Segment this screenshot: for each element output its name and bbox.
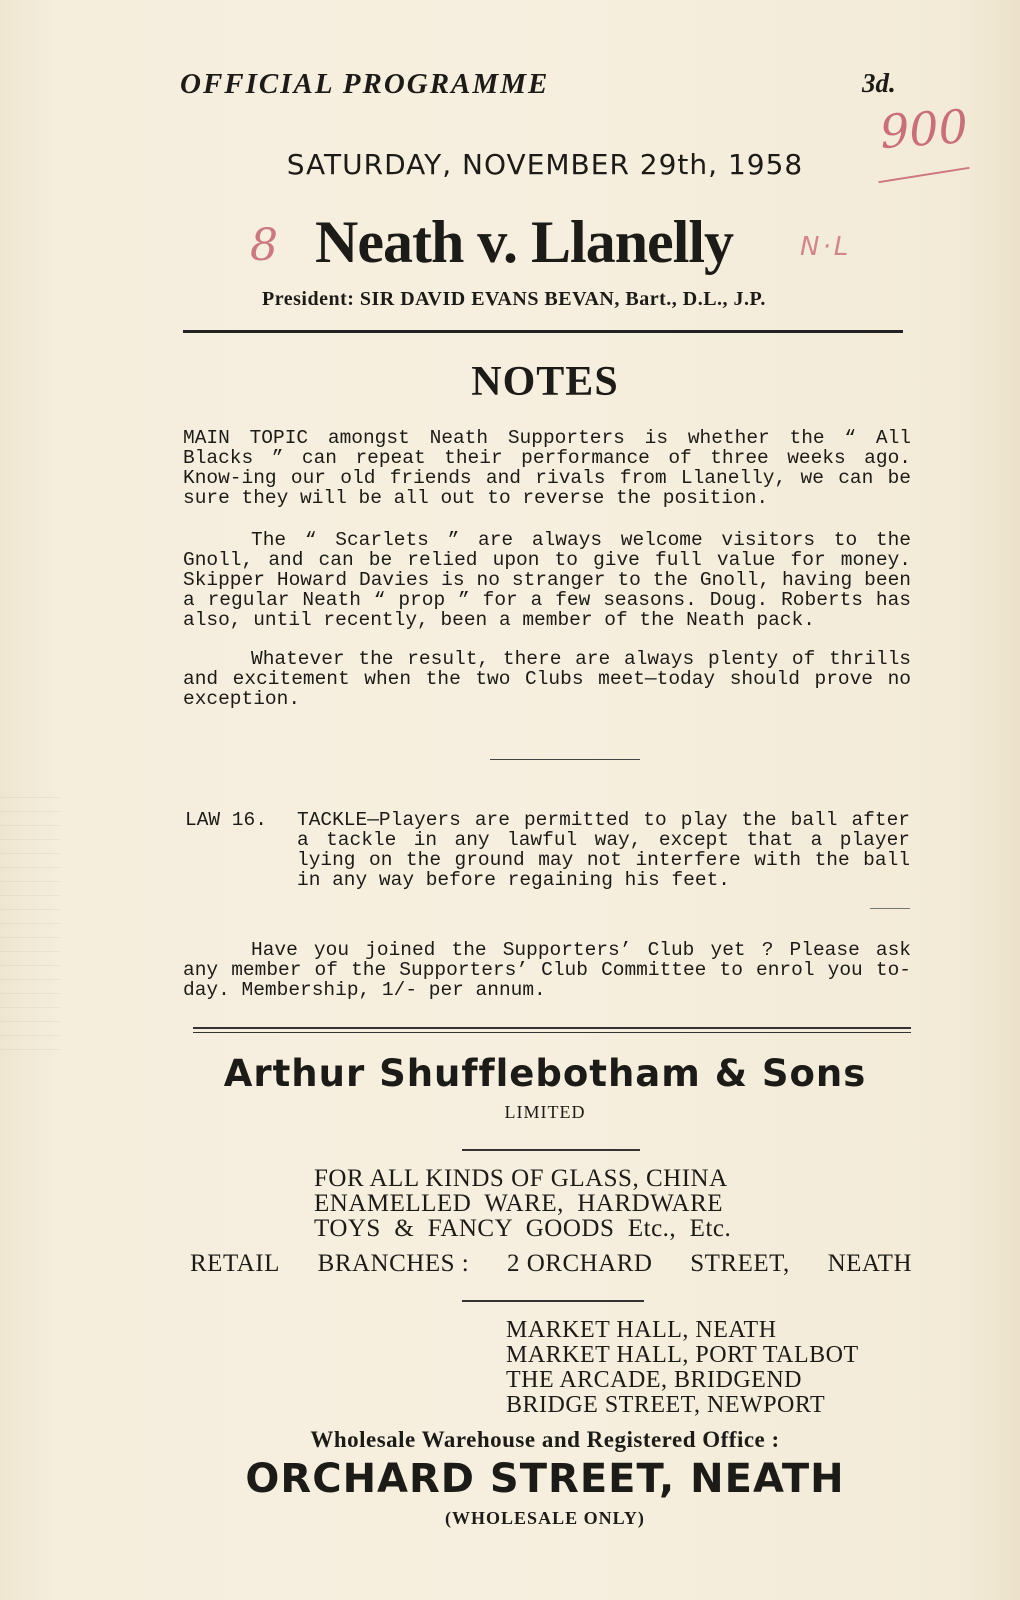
price: 3d.: [862, 68, 896, 98]
branch-list: [506, 1318, 859, 1418]
club-president: President: SIR DAVID EVANS BEVAN, Bart., D.L., J.P.: [262, 288, 766, 310]
advert-divider-bottom: [193, 1032, 911, 1033]
branch-item: MARKET HALL, NEATH: [506, 1317, 777, 1343]
law-text: TACKLE—Players are permitted to play the ball after a tackle in any lawful way, except that a player lying on the ground may not interfere with the ball in any way before regaining his feet.: [297, 809, 910, 891]
retail-word: RETAIL: [190, 1250, 280, 1277]
notes-paragraph-2: The “ Scarlets ” are always welcome visitors to the Gnoll, and can be relied upon to give full value for money. Skipper Howard Davies is no stranger to the Gnoll, having been a regular Neath “ prop ” for a few seasons. Doug. Roberts has also, until recently, been a member of the Neath pack.: [183, 529, 911, 631]
wholesale-only: (WHOLESALE ONLY): [445, 1508, 645, 1528]
handwritten-number: 900: [878, 99, 970, 159]
section-divider: [490, 759, 640, 760]
retail-branches-line: [190, 1250, 912, 1278]
notes-paragraph-3: Whatever the result, there are always plenty of thrills and excitement when the two Clubs meet—today should prove no exception.: [183, 648, 911, 710]
match-title: Neath v. Llanelly: [315, 209, 734, 275]
wholesale-label: Wholesale Warehouse and Registered Office :: [310, 1427, 780, 1452]
branch-item: BRIDGE STREET, NEWPORT: [506, 1392, 826, 1418]
supporters-club-note: Have you joined the Supporters’ Club yet ? Please ask any member of the Supporters’ Club Committee to enrol you to-day. Membership, 1/- per annum.: [183, 939, 911, 1001]
handwritten-mark: 8: [250, 220, 278, 271]
retail-word: BRANCHES :: [317, 1250, 470, 1277]
header-divider: [183, 330, 903, 333]
goods-line: FOR ALL KINDS OF GLASS, CHINA: [314, 1165, 728, 1192]
retail-word: STREET,: [690, 1250, 790, 1277]
branch-item: THE ARCADE, BRIDGEND: [506, 1367, 802, 1393]
margin-bleed-through: [0, 790, 60, 1050]
retail-word: NEATH: [827, 1250, 912, 1277]
notes-paragraph-1: MAIN TOPIC amongst Neath Supporters is whether the “ All Blacks ” can repeat their performance of three weeks ago. Know-ing our old friends and rivals from Llanelly, we can be sure they will be all out to reverse the position.: [183, 427, 911, 509]
retail-word: 2 ORCHARD: [506, 1250, 653, 1277]
notes-heading: NOTES: [471, 359, 619, 405]
minor-divider: [870, 908, 910, 909]
advert-divider-1: [462, 1149, 640, 1151]
advertiser-limited: LIMITED: [504, 1102, 586, 1122]
law-label: LAW 16.: [185, 809, 267, 831]
match-date: SATURDAY, NOVEMBER 29th, 1958: [286, 148, 804, 181]
goods-line: ENAMELLED WARE, HARDWARE: [314, 1190, 724, 1217]
handwritten-initials: N·L: [800, 232, 852, 262]
goods-list: [314, 1166, 731, 1241]
advert-divider-2: [462, 1300, 644, 1302]
office-address: ORCHARD STREET, NEATH: [245, 1456, 845, 1502]
advert-divider-top: [193, 1027, 911, 1029]
advertiser-name: Arthur Shufflebotham & Sons: [223, 1052, 867, 1095]
branch-item: MARKET HALL, PORT TALBOT: [506, 1342, 859, 1368]
goods-line: TOYS & FANCY GOODS Etc., Etc.: [314, 1215, 732, 1242]
programme-label: OFFICIAL PROGRAMME: [180, 68, 550, 100]
